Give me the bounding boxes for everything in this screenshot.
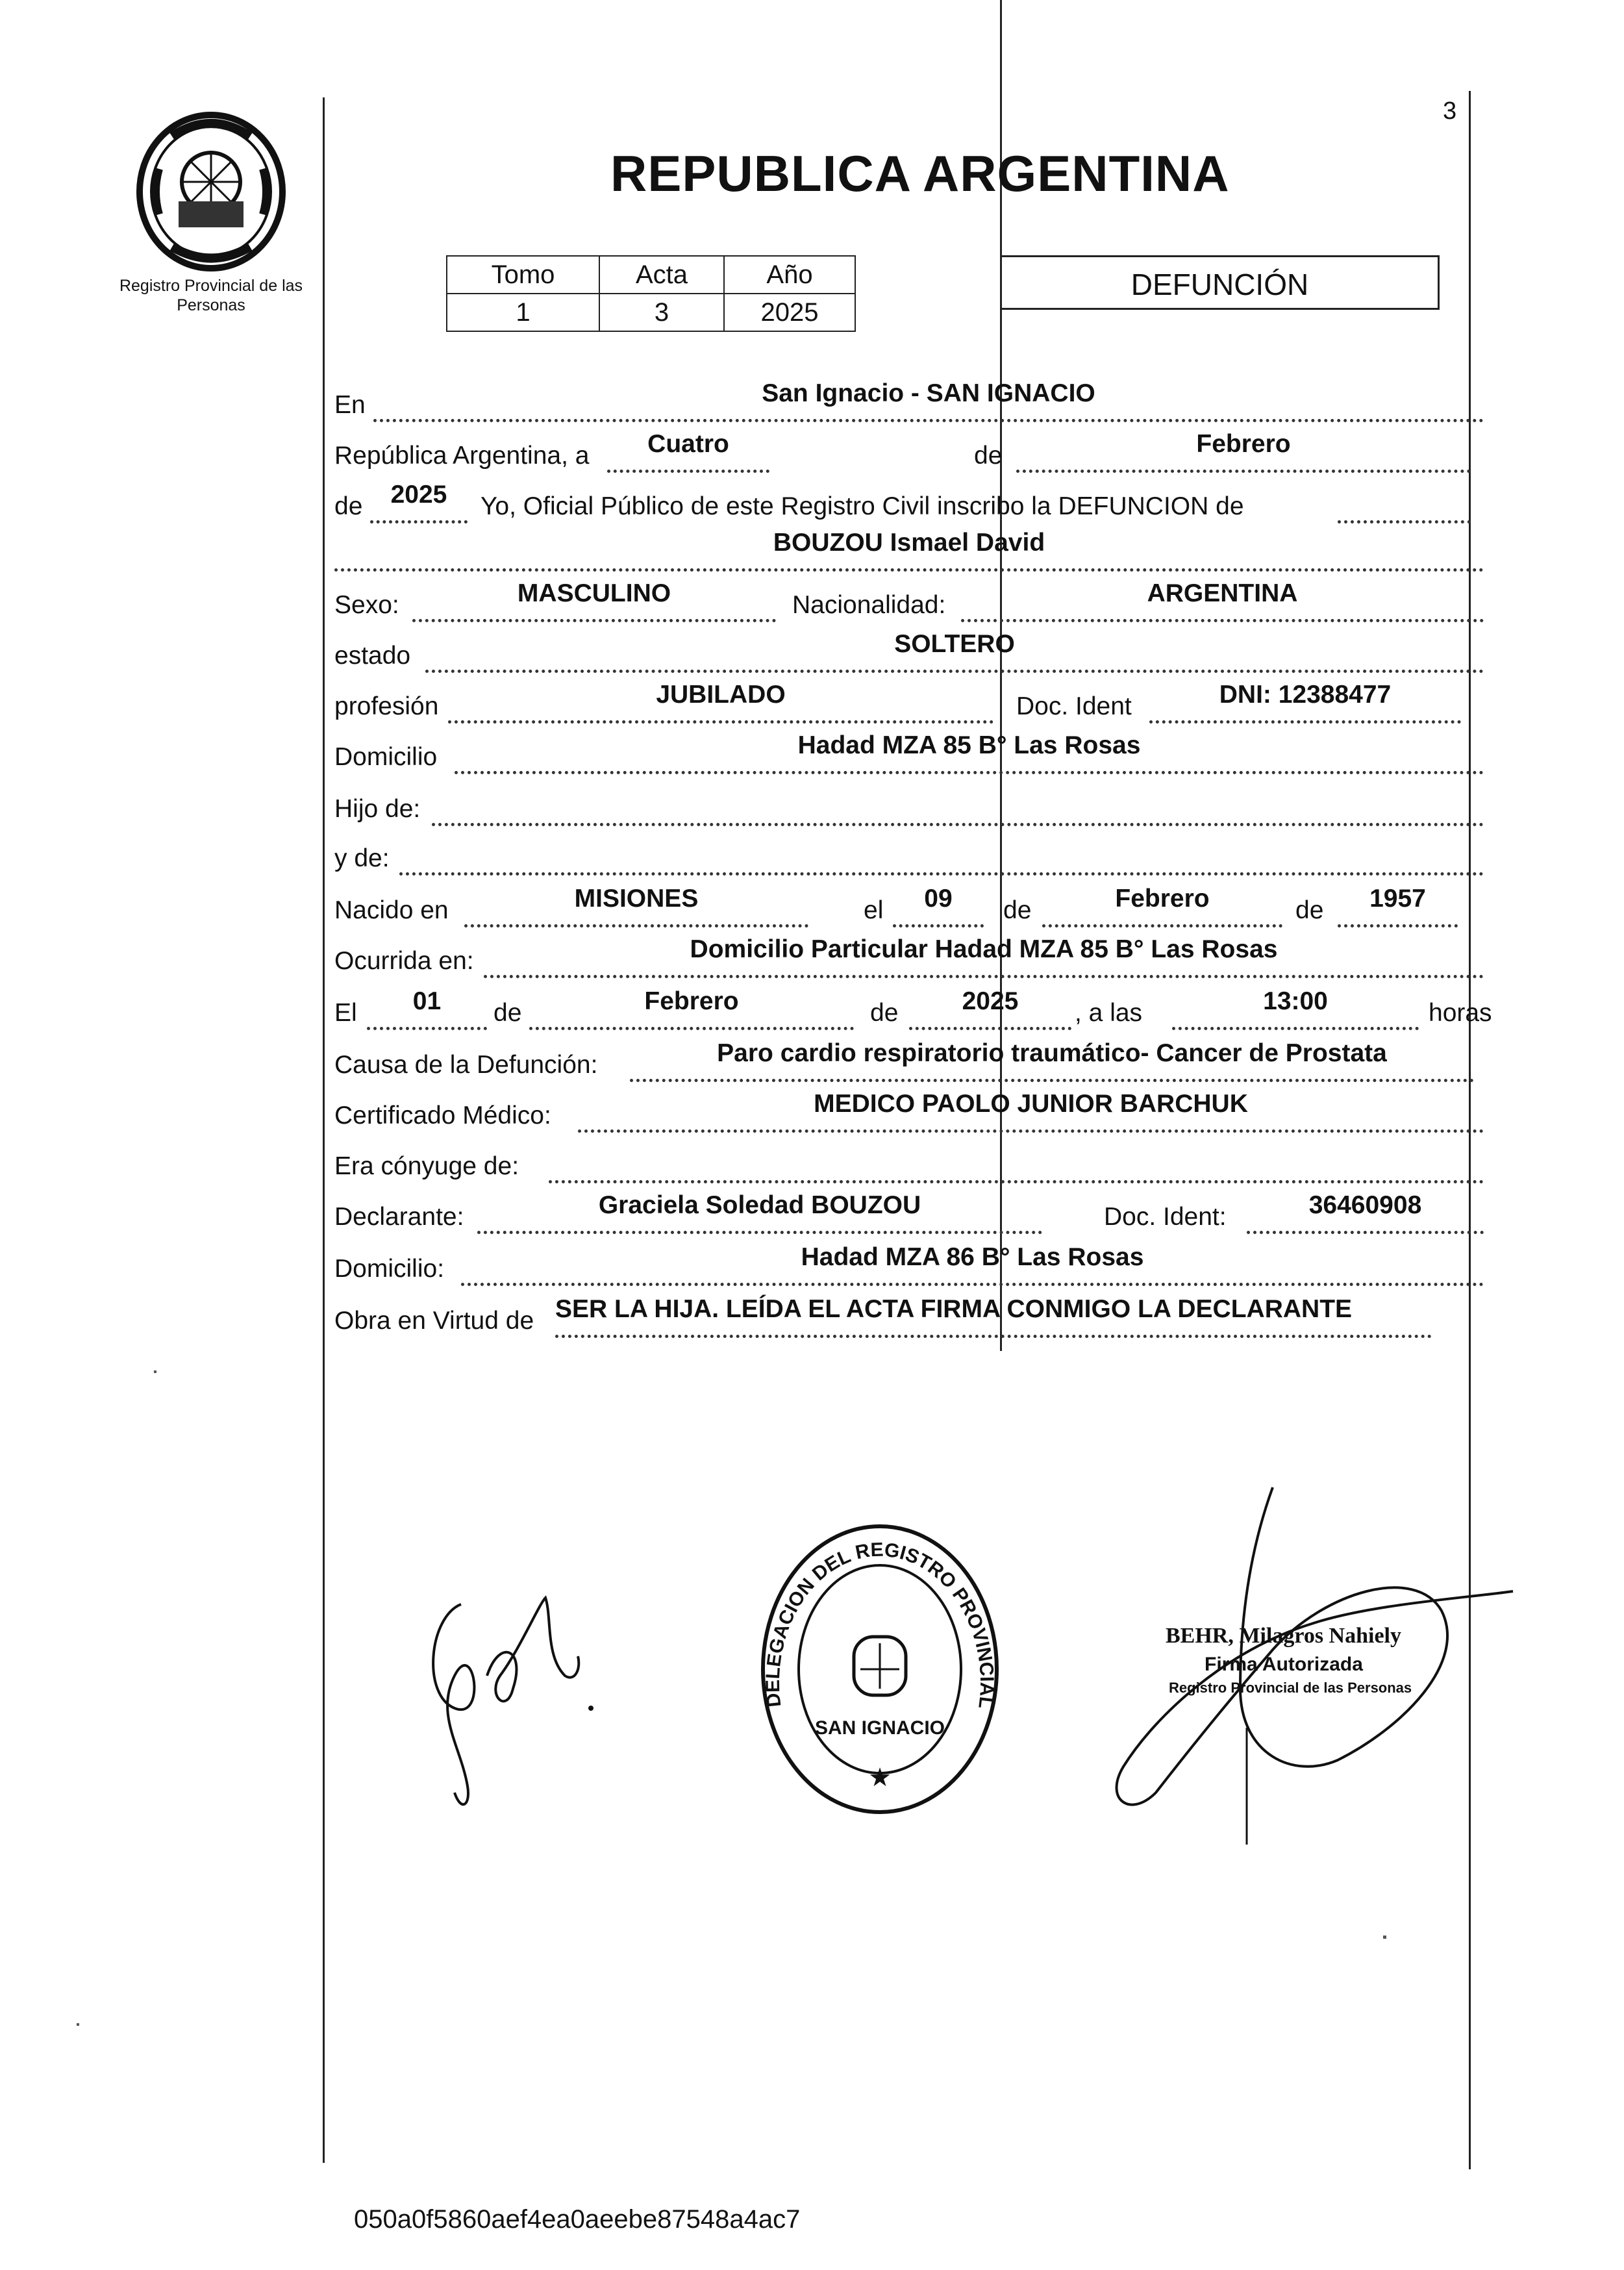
nacido-anio-value: 1957	[1369, 885, 1426, 913]
nacido-mes-value: Febrero	[1115, 885, 1210, 913]
dia-value: Cuatro	[647, 430, 729, 458]
sexo-field	[412, 581, 776, 622]
scan-dot	[1383, 1936, 1386, 1939]
en-value: San Ignacio - SAN IGNACIO	[762, 379, 1095, 407]
document-hash: 050a0f5860aef4ea0aeebe87548a4ac7	[354, 2205, 801, 2234]
left-margin-line	[323, 97, 325, 2163]
doc-ident-field	[1149, 683, 1461, 724]
nacido-label: Nacido en	[334, 896, 449, 924]
row-conyuge	[334, 1144, 1484, 1186]
decl-doc-value: 36460908	[1308, 1191, 1422, 1219]
scan-dot	[154, 1370, 156, 1373]
row-inscribo	[334, 481, 1484, 526]
row-estado	[334, 630, 1484, 675]
row-declarante	[334, 1191, 1484, 1237]
hora-value: 13:00	[1263, 987, 1328, 1015]
obra-value: SER LA HIJA. LEÍDA EL ACTA FIRMA CONMIGO LA DECLARANTE	[555, 1295, 1353, 1323]
provincia-misiones-crest	[133, 110, 289, 273]
causa-field	[630, 1041, 1474, 1082]
nacido-de2-label: de	[1295, 896, 1324, 924]
inscribo-tail-field	[1338, 483, 1471, 523]
mes-field	[1016, 432, 1471, 473]
ocurrida-field	[484, 937, 1484, 978]
hijo-label: Hijo de:	[334, 795, 421, 823]
nacido-dia-value: 09	[924, 885, 953, 913]
row-domicilio	[334, 731, 1484, 777]
en-label: En	[334, 391, 366, 419]
yde-label: y de:	[334, 844, 390, 872]
row-sexo	[334, 579, 1484, 625]
fallec-anio-field	[909, 989, 1071, 1030]
nacionalidad-label: Nacionalidad:	[792, 591, 946, 619]
decl-doc-field	[1247, 1193, 1484, 1234]
row-yde	[334, 837, 1484, 878]
fallec-de2-label: de	[870, 999, 899, 1027]
signatory-name: BEHR, Milagros Nahiely	[1166, 1624, 1401, 1648]
ocurrida-label: Ocurrida en:	[334, 947, 474, 975]
domicilio-field	[455, 733, 1484, 774]
nacido-mes-field	[1042, 887, 1282, 927]
nacido-anio-field	[1338, 887, 1458, 927]
decl-domicilio-value: Hadad MZA 86 B° Las Rosas	[801, 1243, 1144, 1271]
registro-provincial-label: Registro Provincial de las Personas	[119, 277, 303, 314]
authorized-signature	[1078, 1481, 1519, 1819]
official-stamp	[749, 1503, 1003, 1819]
row-profesion	[334, 681, 1484, 726]
en-field	[373, 381, 1484, 422]
causa-label: Causa de la Defunción:	[334, 1051, 598, 1079]
estado-value: SOLTERO	[894, 630, 1015, 658]
nombre-field	[334, 531, 1484, 572]
row-nombre	[334, 529, 1484, 574]
doc-ident-label: Doc. Ident	[1016, 692, 1132, 720]
dia-field	[607, 432, 769, 473]
nacido-de1-label: de	[1003, 896, 1032, 924]
decl-doc-label: Doc. Ident:	[1104, 1203, 1227, 1231]
inscribo-text: Yo, Oficial Público de este Registro Civil inscribo la DEFUNCION de	[481, 492, 1244, 520]
declarante-value: Graciela Soledad BOUZOU	[598, 1191, 921, 1219]
document-type-box: DEFUNCIÓN	[1000, 255, 1440, 310]
anio-de-label: de	[334, 492, 363, 520]
horas-label: horas	[1429, 999, 1492, 1027]
anio-value: 2025	[390, 481, 447, 509]
acta-header: Acta	[599, 256, 724, 294]
stamp-ring-textpath: DELEGACION DEL REGISTRO PROVINCIAL DE LAS PERSONAS	[749, 1503, 998, 1716]
page-title: REPUBLICA ARGENTINA	[610, 145, 1230, 202]
certificado-field	[578, 1092, 1484, 1133]
mes-value: Febrero	[1196, 430, 1291, 458]
fallec-dia-field	[367, 989, 487, 1030]
certificado-value: MEDICO PAOLO JUNIOR BARCHUK	[814, 1090, 1248, 1118]
row-republica	[334, 430, 1484, 475]
acta-value: 3	[599, 294, 724, 331]
tomo-value: 1	[447, 294, 599, 331]
hora-field	[1172, 989, 1419, 1030]
fallec-de1-label: de	[493, 999, 522, 1027]
de-label: de	[974, 442, 1003, 470]
alas-label: , a las	[1075, 999, 1143, 1027]
stamp-center-text: SAN IGNACIO	[814, 1717, 945, 1739]
decl-domicilio-label: Domicilio:	[334, 1255, 445, 1283]
row-fecha	[334, 987, 1492, 1033]
nacido-lugar-field	[464, 887, 808, 927]
stamp-star-icon: ★	[868, 1763, 892, 1792]
fallec-anio-value: 2025	[962, 987, 1019, 1015]
declarante-label: Declarante:	[334, 1203, 464, 1231]
obra-field	[555, 1297, 1432, 1338]
domicilio-label: Domicilio	[334, 743, 438, 771]
profesion-value: JUBILADO	[656, 681, 786, 709]
scan-dot	[77, 2023, 79, 2026]
causa-value: Paro cardio respiratorio traumático- Cancer de Prostata	[717, 1039, 1387, 1067]
row-ocurrida	[334, 935, 1484, 981]
conyuge-label: Era cónyuge de:	[334, 1152, 519, 1180]
fallec-dia-value: 01	[412, 987, 442, 1015]
anio-header: Año	[724, 256, 855, 294]
row-causa	[334, 1039, 1484, 1085]
fallec-mes-field	[529, 989, 854, 1030]
estado-field	[425, 632, 1484, 673]
tomo-acta-table	[446, 255, 856, 332]
signatory-role: Firma Autorizada	[1205, 1654, 1363, 1675]
profesion-field	[448, 683, 993, 724]
signatory-org: Registro Provincial de las Personas	[1169, 1680, 1412, 1696]
doc-ident-value: DNI: 12388477	[1219, 681, 1392, 709]
sexo-label: Sexo:	[334, 591, 399, 619]
nacido-dia-field	[893, 887, 984, 927]
nacido-lugar-value: MISIONES	[574, 885, 699, 913]
el-label: el	[864, 896, 884, 924]
sexo-value: MASCULINO	[517, 579, 671, 607]
row-obra	[334, 1295, 1484, 1341]
yde-field	[399, 835, 1484, 876]
page-number: 3	[1443, 97, 1457, 125]
domicilio-value: Hadad MZA 85 B° Las Rosas	[797, 731, 1141, 759]
declarante-field	[477, 1193, 1042, 1234]
conyuge-field	[549, 1142, 1484, 1183]
anio-value: 2025	[724, 294, 855, 331]
ocurrida-value: Domicilio Particular Hadad MZA 85 B° Las Rosas	[690, 935, 1278, 963]
anio-field	[370, 483, 468, 523]
declarante-signature	[416, 1578, 597, 1825]
tomo-header: Tomo	[447, 256, 599, 294]
estado-label: estado	[334, 642, 411, 670]
hijo-field	[432, 785, 1484, 826]
row-nacido	[334, 885, 1484, 930]
row-hijo	[334, 787, 1484, 829]
fallec-mes-value: Febrero	[644, 987, 739, 1015]
row-certificado	[334, 1090, 1484, 1135]
nacionalidad-value: ARGENTINA	[1147, 579, 1298, 607]
obra-label: Obra en Virtud de	[334, 1307, 534, 1335]
row-decl-domicilio	[334, 1243, 1484, 1289]
republica-label: República Argentina, a	[334, 442, 590, 470]
certificado-label: Certificado Médico:	[334, 1102, 551, 1129]
row-en	[334, 379, 1484, 425]
el2-label: El	[334, 999, 357, 1027]
profesion-label: profesión	[334, 692, 439, 720]
nombre-value: BOUZOU Ismael David	[773, 529, 1045, 557]
nacionalidad-field	[961, 581, 1484, 622]
decl-domicilio-field	[461, 1245, 1484, 1286]
